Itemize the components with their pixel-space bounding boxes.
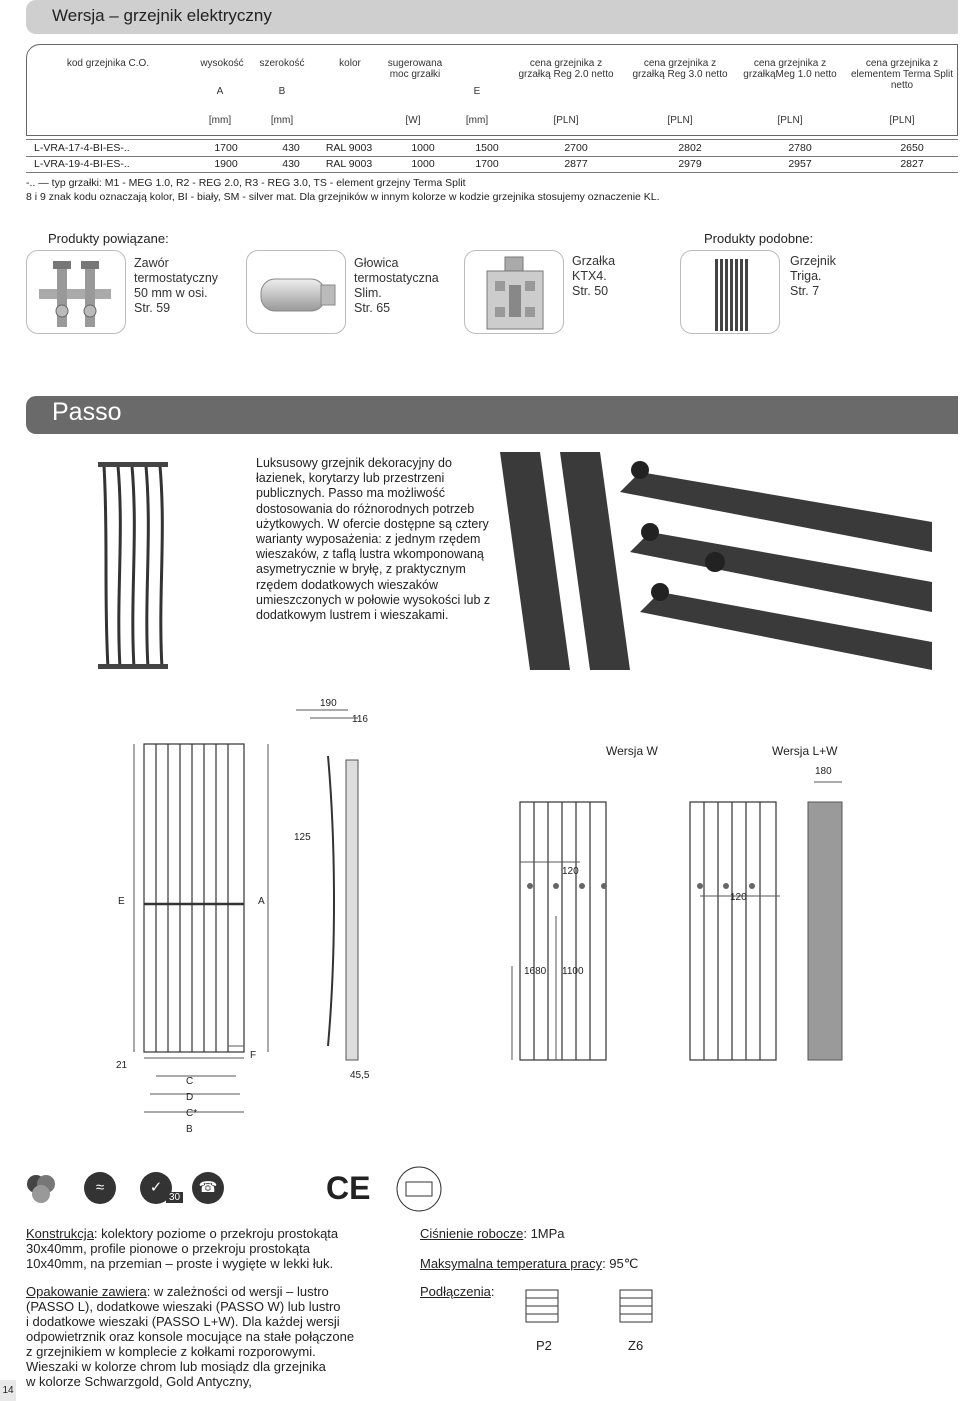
caption-line: Str. 50 <box>572 284 609 298</box>
caption-line: termostatyczny <box>134 271 219 285</box>
col-height: wysokość <box>200 58 244 69</box>
section-header-electric <box>26 0 958 34</box>
dim-120a: 120 <box>562 866 579 877</box>
construction-line: 30x40mm, profile pionowe o przekroju prostokąta <box>26 1241 310 1256</box>
dim-1680: 1680 <box>524 966 547 977</box>
package-label: Opakowanie zawiera <box>26 1284 147 1299</box>
note-color-code: 8 i 9 znak kodu oznaczają kolor, BI - biały, SM - silver mat. Dla grzejników w innym kolorze w kodzie grzejnika stosujemy oznaczenie KL. <box>26 191 660 203</box>
construction-line: 10x40mm, na przemian – proste i wygięte w lekki łuk. <box>26 1256 334 1271</box>
related-caption-head <box>354 256 439 316</box>
cell: 2802 <box>678 142 702 154</box>
dim-b: B <box>186 1124 193 1135</box>
valve-image <box>27 251 126 334</box>
letter-b: B <box>278 86 286 97</box>
package-line: : w zależności od wersji – lustro <box>146 1284 329 1299</box>
colors-icon <box>24 1172 58 1206</box>
construction-line: : kolektory poziome o przekroju prostokąta <box>93 1226 339 1241</box>
unit: [PLN] <box>777 115 803 126</box>
unit: [W] <box>405 115 421 126</box>
caption-line: Slim. <box>354 286 382 300</box>
warranty-years: 30 <box>166 1192 183 1203</box>
front-view <box>144 744 244 1052</box>
ce-mark-icon: CE <box>326 1170 371 1206</box>
dim-1100: 1100 <box>562 966 584 977</box>
unit: [PLN] <box>889 115 915 126</box>
caption-line: termostatyczna <box>354 271 439 285</box>
cell: 1700 <box>214 142 238 154</box>
photo-image <box>500 452 932 670</box>
triga-thumb[interactable] <box>680 250 780 334</box>
dim-c: C <box>186 1076 194 1087</box>
cell: 1000 <box>411 142 435 154</box>
dim-21: 21 <box>116 1060 128 1071</box>
unit: [mm] <box>465 115 489 126</box>
caption-line: KTX4. <box>572 269 607 283</box>
warranty-icon: ✓ <box>140 1172 172 1204</box>
package-line: w kolorze Schwarzgold, Gold Antyczny, <box>26 1374 252 1389</box>
dim-d: D <box>186 1092 194 1103</box>
package-line: Wieszaki w kolorze chrom lub mosiądz dla grzejnika <box>26 1359 326 1374</box>
letter-e: E <box>473 86 481 97</box>
dim-116: 116 <box>352 714 368 725</box>
similar-caption-triga <box>790 254 836 299</box>
col-code: kod grzejnika C.O. <box>66 58 150 69</box>
dim-f: F <box>250 1050 257 1061</box>
cell: 1700 <box>475 158 499 170</box>
cell-code: L-VRA-17-4-BI-ES-.. <box>34 142 130 154</box>
package-line: odpowietrznik oraz konsole mocujące na stałe połączone <box>26 1329 355 1344</box>
unit: [mm] <box>208 115 232 126</box>
cell: 2780 <box>788 142 812 154</box>
triga-radiator-image <box>681 251 780 334</box>
connections-text <box>420 1284 494 1299</box>
cell: 430 <box>282 158 300 170</box>
col-color: kolor <box>339 58 361 69</box>
max-temp-value: : 95℃ <box>602 1256 639 1271</box>
cell: 1900 <box>214 158 238 170</box>
max-temp-text <box>420 1256 638 1271</box>
unit: [PLN] <box>553 115 579 126</box>
construction-label: Konstrukcja <box>26 1226 94 1241</box>
dim-c-star: C* <box>186 1108 198 1119</box>
version-w-view <box>520 802 606 1060</box>
connection-z6-label: Z6 <box>628 1338 644 1353</box>
col-width: szerokość <box>259 58 305 69</box>
connections-label: Podłączenia <box>420 1284 491 1299</box>
unit: [mm] <box>270 115 294 126</box>
caption-line: Str. 59 <box>134 301 171 315</box>
passo-front-image <box>90 456 180 678</box>
cell: 430 <box>282 142 300 154</box>
section-title: Passo <box>52 398 122 426</box>
cell: RAL 9003 <box>325 158 373 170</box>
similar-title: Produkty podobne: <box>704 231 814 246</box>
dim-180: 180 <box>815 766 832 777</box>
col-power: sugerowana moc grzałki <box>387 58 443 80</box>
cell: 2877 <box>564 158 588 170</box>
cell: 1500 <box>475 142 499 154</box>
pressure-text <box>420 1226 565 1241</box>
dim-e: E <box>118 896 125 907</box>
technical-drawing <box>100 696 860 1136</box>
caption-line: Str. 7 <box>790 284 820 298</box>
connection-p2-label: P2 <box>536 1338 552 1353</box>
cell-code: L-VRA-19-4-BI-ES-.. <box>34 158 130 170</box>
cell: 2957 <box>788 158 812 170</box>
caption-line: Grzejnik <box>790 254 836 268</box>
dim-45: 45,5 <box>350 1070 370 1081</box>
caption-line: Str. 65 <box>354 301 391 315</box>
related-caption-heater <box>572 254 615 299</box>
pressure-value: : 1MPa <box>523 1226 565 1241</box>
caption-line: Triga. <box>790 269 822 283</box>
section-title: Wersja – grzejnik elektryczny <box>52 6 272 25</box>
construction-text <box>26 1226 416 1271</box>
letter-a: A <box>216 86 224 97</box>
row-divider <box>26 172 958 173</box>
side-view <box>296 710 358 1060</box>
connection-z6-icon <box>614 1284 658 1328</box>
product-description: Luksusowy grzejnik dekoracyjny do łazienek, korytarzy lub przestrzeni publicznych. Passo ma możliwość dostosowania do różnorodnych potrzeb użytkowych. W ofercie dostępne są cztery warianty wyposażenia: z jednym rzędem wieszaków, z taflą lustra wkomponowaną asymetrycznie w bryłę, z praktycznym rzędem dodatkowych wieszaków umieszczonych w połowie wysokości lub z dodatkowym lustrem i wieszakami. <box>256 456 491 623</box>
note-heater-type: -.. — typ grzałki: M1 - MEG 1.0, R2 - REG 2.0, R3 - REG 3.0, TS - element grzejny Terma Split <box>26 177 466 189</box>
table-row <box>26 157 958 172</box>
version-lw-view <box>690 802 776 1060</box>
dim-190: 190 <box>320 698 337 709</box>
col-price-reg2: cena grzejnika z grzałką Reg 2.0 netto <box>518 58 614 80</box>
caption-line: 50 mm w osi. <box>134 286 208 300</box>
pressure-label: Ciśnienie robocze <box>420 1226 524 1241</box>
cell: RAL 9003 <box>325 142 373 154</box>
cell: 2650 <box>900 142 924 154</box>
table-row <box>26 141 958 156</box>
col-price-meg1: cena grzejnika z grzałkąMeg 1.0 netto <box>743 58 837 80</box>
heating-element-image <box>465 251 564 334</box>
cell: 1000 <box>411 158 435 170</box>
caption-line: Grzałka <box>572 254 616 268</box>
max-temp-label: Maksymalna temperatura pracy <box>420 1256 603 1271</box>
pzh-certificate-icon <box>386 1164 452 1214</box>
section-header-passo <box>26 396 958 434</box>
related-title: Produkty powiązane: <box>48 231 169 246</box>
col-price-split: cena grzejnika z elementem Terma Split netto <box>850 58 954 91</box>
package-line: z grzejnikiem w komplecie z kołkami rozporowymi. <box>26 1344 316 1359</box>
valve-thumb[interactable] <box>26 250 126 334</box>
col-price-reg3: cena grzejnika z grzałką Reg 3.0 netto <box>632 58 728 80</box>
page-number: 14 <box>0 1380 16 1401</box>
dim-120b: 120 <box>730 892 747 903</box>
package-line: (PASSO L), dodatkowe wieszaki (PASSO W) lub lustro <box>26 1299 341 1314</box>
caption-line: Głowica <box>354 256 399 270</box>
cell: 2700 <box>564 142 588 154</box>
unit: [PLN] <box>667 115 693 126</box>
row-divider <box>26 139 958 140</box>
related-caption-valve <box>134 256 218 316</box>
caption-line: Zawór <box>134 256 169 270</box>
package-text <box>26 1284 416 1389</box>
dim-a: A <box>258 896 265 907</box>
connections-colon: : <box>490 1284 495 1299</box>
package-line: i dodatkowe wieszaki (PASSO L+W). Dla każdej wersji <box>26 1314 340 1329</box>
dim-125: 125 <box>294 832 311 843</box>
mirror-panel <box>808 802 842 1060</box>
water-icon: ≈ <box>84 1172 116 1204</box>
heater-thumb[interactable] <box>464 250 564 334</box>
thermostatic-head-image <box>247 251 346 334</box>
cell: 2979 <box>678 158 702 170</box>
connection-p2-icon <box>520 1284 564 1328</box>
cell: 2827 <box>900 158 924 170</box>
label-version-w: Wersja W <box>606 744 658 758</box>
label-version-lw: Wersja L+W <box>772 744 838 758</box>
phone-icon: ☎ <box>192 1172 224 1204</box>
head-thumb[interactable] <box>246 250 346 334</box>
passo-detail-photo <box>500 452 932 670</box>
